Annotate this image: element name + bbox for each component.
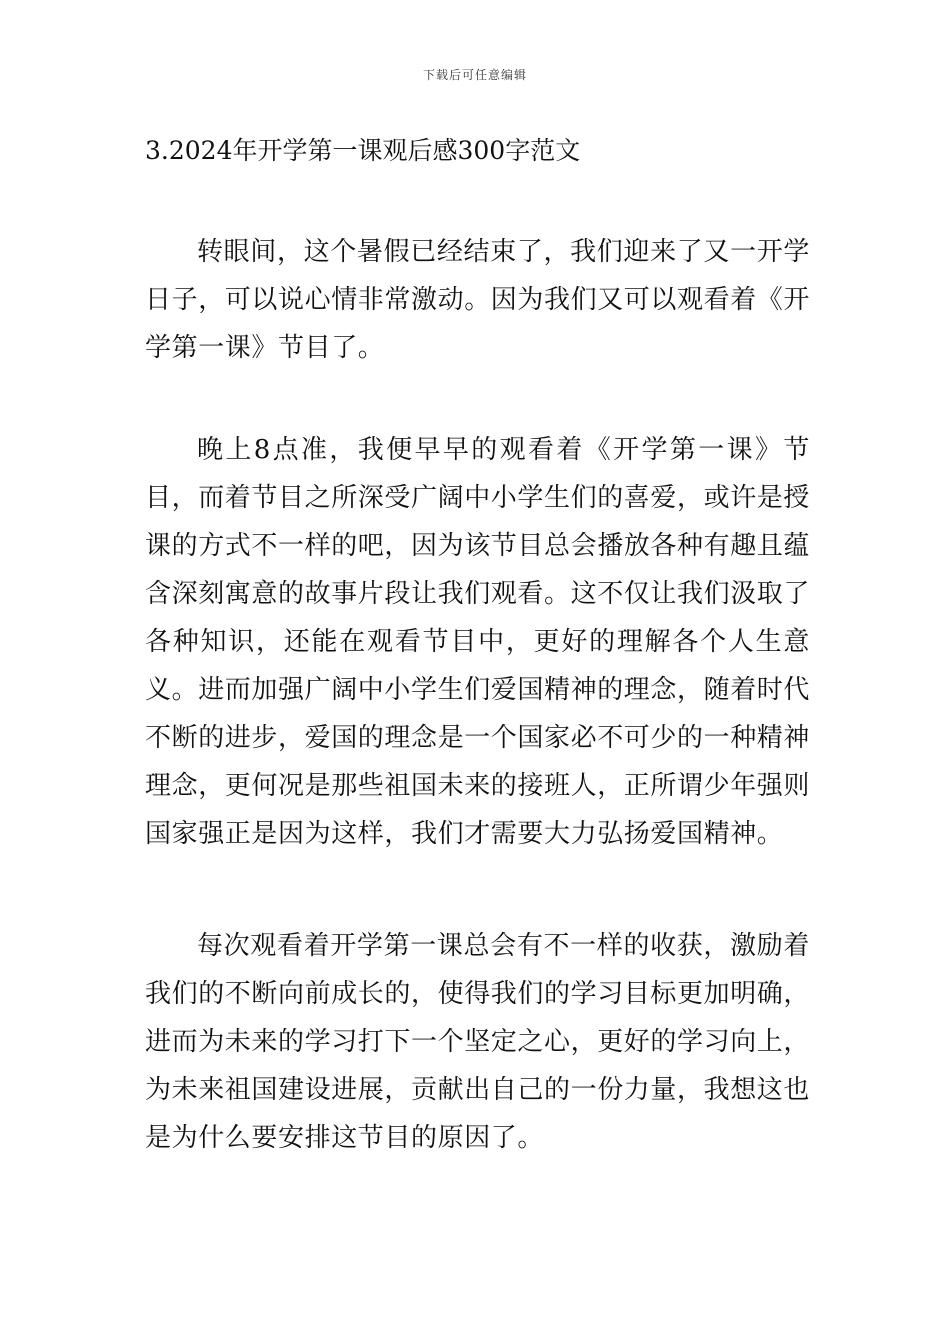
paragraph-1: 转眼间，这个暑假已经结束了，我们迎来了又一开学日子，可以说心情非常激动。因为我们又可以观看着《开学第一课》节目了。 (145, 237, 811, 363)
document-title: 3.2024年开学第一课观后感300字范文 (145, 136, 581, 165)
header-note: 下载后可任意编辑 (422, 68, 527, 82)
paragraph-3: 每次观看着开学第一课总会有不一样的收获，激励着我们的不断向前成长的，使得我们的学习目标更加明确，进而为未来的学习打下一个坚定之心，更好的学习向上，为未来祖国建设进展，贡献出自己的一份力量，我想这也是为什么要安排这节目的原因了。 (145, 931, 811, 1153)
paragraph-2: 晚上8点准，我便早早的观看着《开学第一课》节目，而着节目之所深受广阔中小学生们的喜爱，或许是授课的方式不一样的吧，因为该节目总会播放各种有趣且蕴含深刻寓意的故事片段让我们观看。这不仅让我们汲取了各种知识，还能在观看节目中，更好的理解各个人生意义。进而加强广阔中小学生们爱国精神的理念，随着时代不断的进步，爱国的理念是一个国家必不可少的一种精神理念，更何况是那些祖国未来的接班人，正所谓少年强则国家强正是因为这样，我们才需要大力弘扬爱国精神。 (145, 435, 811, 849)
